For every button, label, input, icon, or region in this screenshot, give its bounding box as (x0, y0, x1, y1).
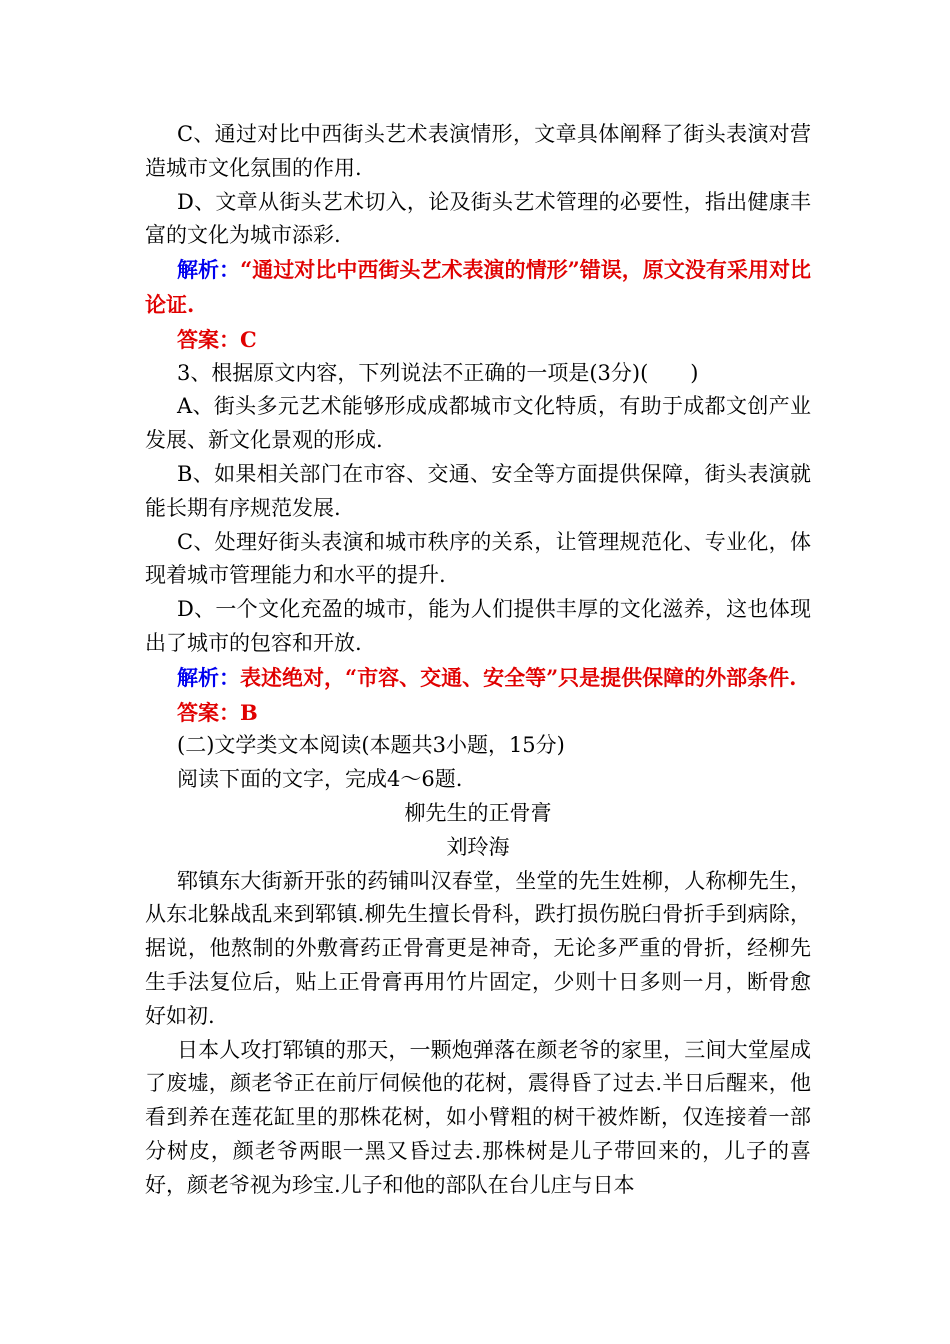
q3-analysis (145, 661, 811, 696)
story-author: 刘玲海 (446, 834, 510, 859)
story-title: 柳先生的正骨膏 (404, 800, 552, 825)
story-paragraph-2: 日本人攻打郓镇的那天，一颗炮弹落在颜老爷的家里，三间大堂屋成了废墟，颜老爷正在前厅伺候他的花树，震得昏了过去.半日后醒来，他看到养在莲花缸里的那株花树，如小臂粗的树干被炸断，仅连接着一部分树皮，颜老爷两眼一黑又昏过去.那株树是儿子带回来的，儿子的喜好，颜老爷视为珍宝.儿子和他的部队在台儿庄与日本 (145, 1037, 811, 1197)
q2-answer: 答案：C (177, 326, 257, 352)
story-paragraph-1: 郓镇东大街新开张的药铺叫汉春堂，坐堂的先生姓柳，人称柳先生，从东北躲战乱来到郓镇.柳先生擅长骨科，跌打损伤脱臼骨折手到病除，据说，他熬制的外敷膏药正骨膏更是神奇，无论多严重的骨折，经柳先生手法复位后，贴上正骨膏再用竹片固定，少则十日多则一月，断骨愈好如初. (145, 868, 811, 1028)
q3-option-c: C、处理好街头表演和城市秩序的关系，让管理规范化、专业化，体现着城市管理能力和水平的提升. (145, 529, 811, 588)
q3-option-b: B、如果相关部门在市容、交通、安全等方面提供保障，街头表演就能长期有序规范发展. (145, 461, 811, 520)
document-page (145, 118, 811, 1203)
q2-analysis-text: “通过对比中西街头艺术表演的情形”错误，原文没有采用对比论证. (145, 257, 812, 317)
q3-analysis-label: 解析： (177, 664, 240, 690)
q2-option-d: D、文章从街头艺术切入，论及街头艺术管理的必要性，指出健康丰富的文化为城市添彩. (145, 189, 811, 248)
reading-instruction: 阅读下面的文字，完成4～6题. (177, 767, 463, 792)
q2-analysis (145, 253, 811, 323)
q3-option-a: A、街头多元艺术能够形成成都城市文化特质，有助于成都文创产业发展、新文化景观的形成. (145, 394, 811, 453)
q3-analysis-text: 表述绝对，“市容、交通、安全等”只是提供保障的外部条件. (240, 664, 797, 690)
q3-answer: 答案：B (177, 699, 258, 725)
q2-analysis-label: 解析： (177, 257, 241, 283)
q3-option-d: D、一个文化充盈的城市，能为人们提供丰厚的文化滋养，这也体现出了城市的包容和开放. (145, 597, 811, 655)
section-heading: (二)文学类文本阅读(本题共3小题，15分) (177, 733, 565, 758)
q3-question: 3、根据原文内容，下列说法不正确的一项是(3分)( ) (177, 360, 699, 385)
q2-option-c: C、通过对比中西街头艺术表演情形，文章具体阐释了街头表演对营造城市文化氛围的作用. (145, 122, 811, 180)
